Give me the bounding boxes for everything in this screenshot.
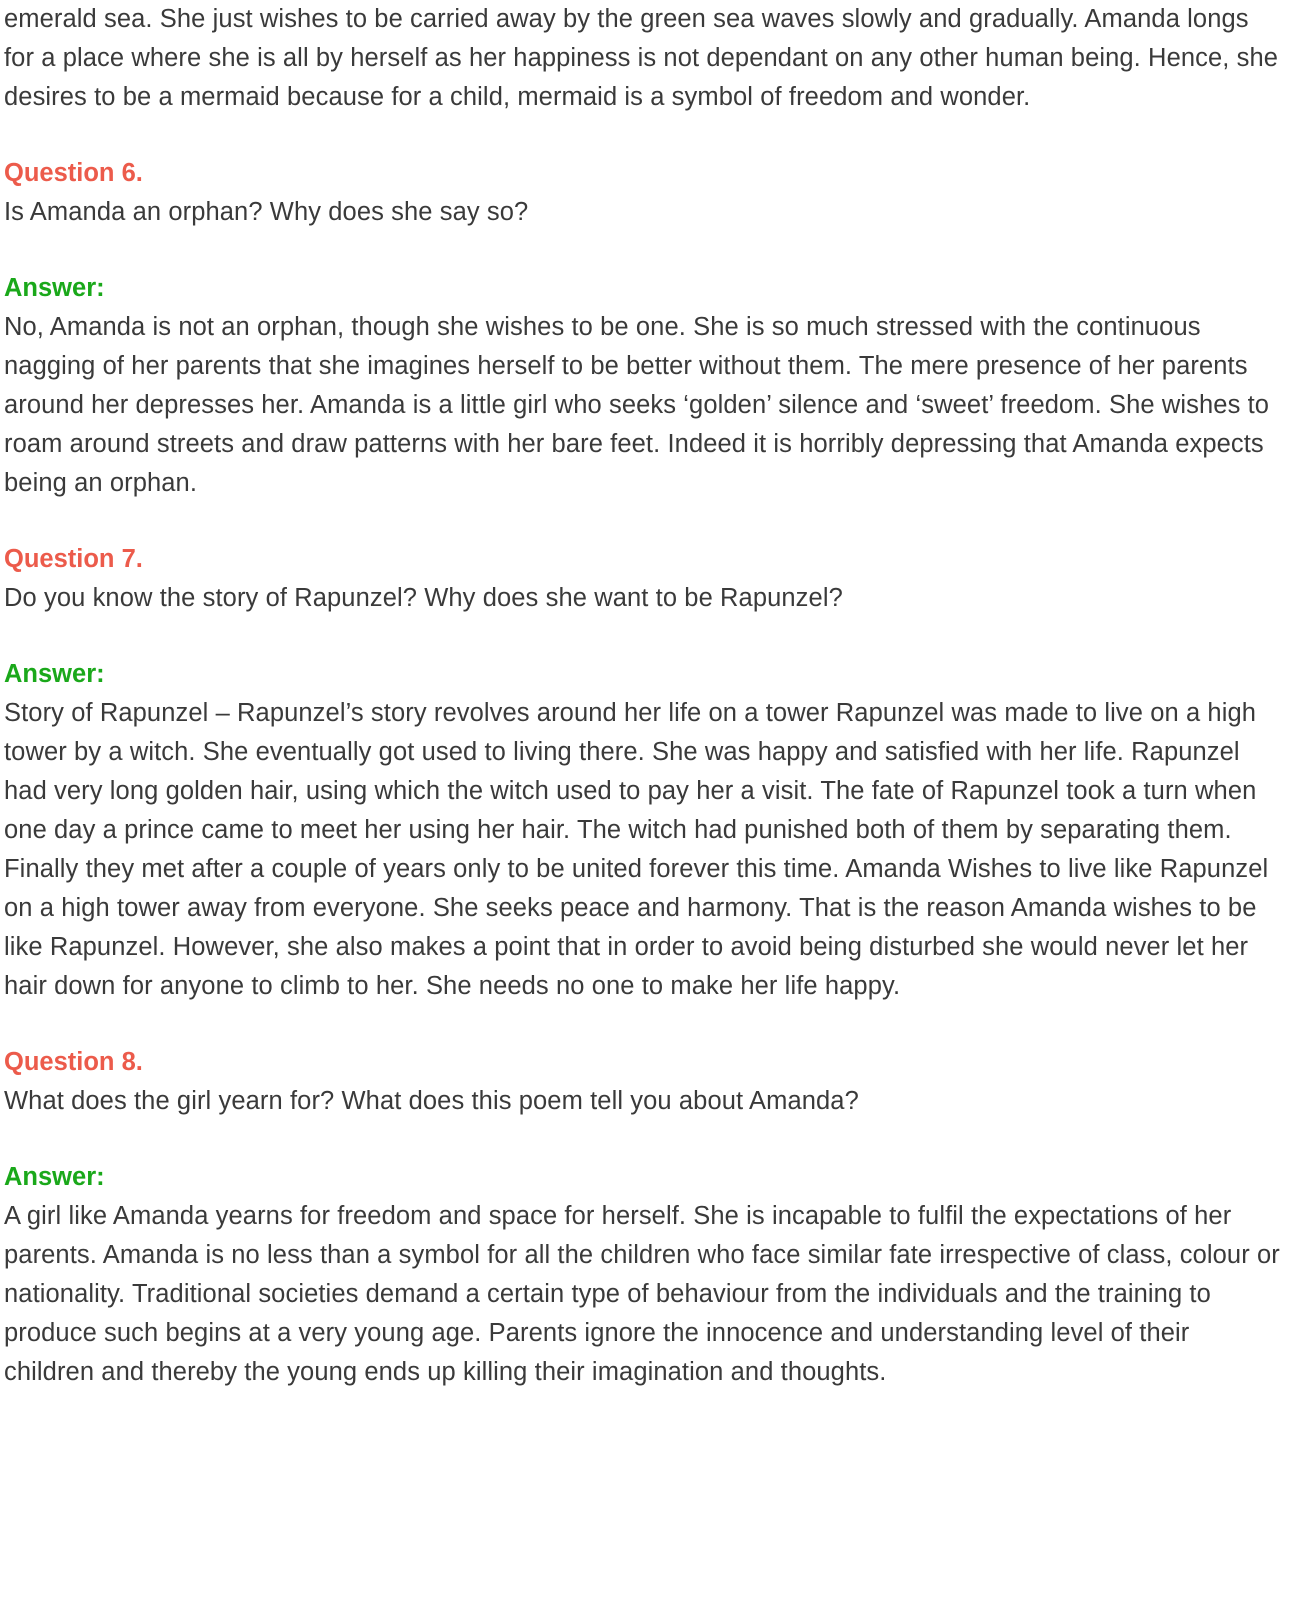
spacer: [4, 232, 1284, 269]
answer-text: Story of Rapunzel – Rapunzel’s story revolves around her life on a tower Rapunzel was made to live on a high tower by a witch. She eventually got used to living there. She was happy and satisfied with her life. Rapunzel had very long golden hair, using which the witch used to pay her a visit. The fate of Rapunzel took a turn when one day a prince came to meet her using her hair. The witch had punished both of them by separating them. Finally they met after a couple of years only to be united forever this time. Amanda Wishes to live like Rapunzel on a high tower away from everyone. She seeks peace and harmony. That is the reason Amanda wishes to be like Rapunzel. However, she also makes a point that in order to avoid being disturbed she would never let her hair down for anyone to climb to her. She needs no one to make her life happy.: [4, 699, 1269, 1000]
question-text: What does the girl yearn for? What does this poem tell you about Amanda?: [4, 1087, 859, 1115]
qa-item-8: [4, 1043, 1284, 1392]
answer-label: Answer:: [4, 274, 105, 302]
answer-label: Answer:: [4, 660, 105, 688]
intro-paragraph: emerald sea. She just wishes to be carried away by the green sea waves slowly and gradually. Amanda longs for a place where she is all by herself as her happiness is not dependant on any other human being. Hence, she desires to be a mermaid because for a child, mermaid is a symbol of freedom and wonder.: [4, 5, 1279, 111]
question-label: Question 8.: [4, 1048, 143, 1076]
answer-label: Answer:: [4, 1163, 105, 1191]
spacer: [4, 503, 1284, 540]
spacer: [4, 1121, 1284, 1158]
spacer: [4, 117, 1284, 154]
question-text: Do you know the story of Rapunzel? Why does she want to be Rapunzel?: [4, 584, 843, 612]
question-label: Question 6.: [4, 159, 143, 187]
qa-item-6: [4, 154, 1284, 503]
qa-item-7: [4, 540, 1284, 1006]
answer-text: A girl like Amanda yearns for freedom and space for herself. She is incapable to fulfil the expectations of her parents. Amanda is no less than a symbol for all the children who face similar fate irrespective of class, colour or nationality. Traditional societies demand a certain type of behaviour from the individuals and the training to produce such begins at a very young age. Parents ignore the innocence and understanding level of their children and thereby the young ends up killing their imagination and thoughts.: [4, 1202, 1280, 1386]
spacer: [4, 618, 1284, 655]
answer-text: No, Amanda is not an orphan, though she wishes to be one. She is so much stressed with the continuous nagging of her parents that she imagines herself to be better without them. The mere presence of her parents around her depresses her. Amanda is a little girl who seeks ‘golden’ silence and ‘sweet’ freedom. She wishes to roam around streets and draw patterns with her bare feet. Indeed it is horribly depressing that Amanda expects being an orphan.: [4, 313, 1270, 497]
question-text: Is Amanda an orphan? Why does she say so?: [4, 198, 529, 226]
spacer: [4, 1006, 1284, 1043]
question-label: Question 7.: [4, 545, 143, 573]
